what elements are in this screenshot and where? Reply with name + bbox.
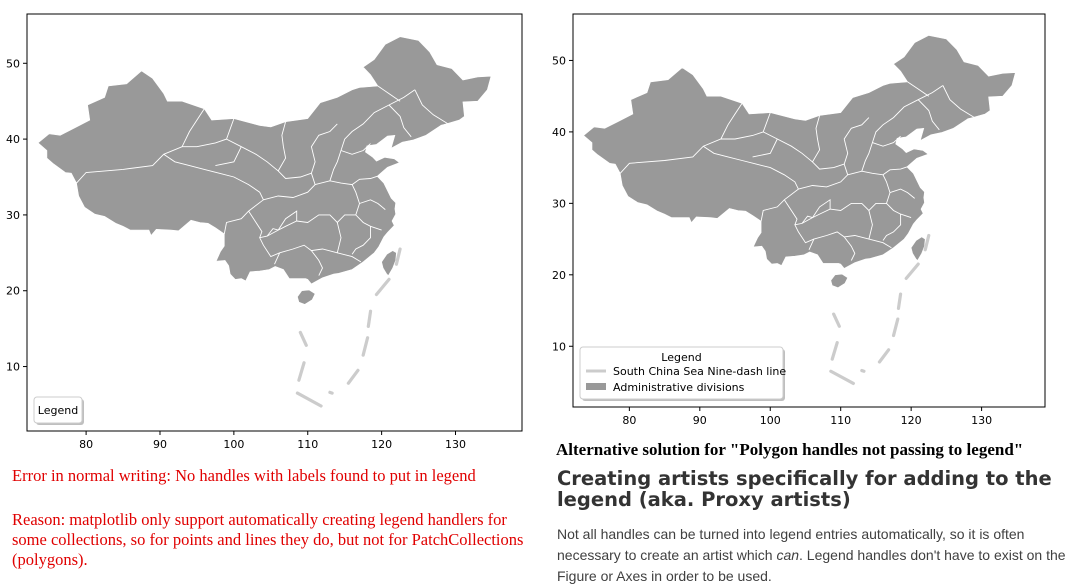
y-tick-label: 40 [6, 133, 20, 147]
x-tick-label: 130 [971, 414, 993, 427]
doc-paragraph-end: . Legend handles don't have to exist on the Figure or Axes in order to be used. [557, 547, 1066, 584]
doc-heading: Creating artists specifically for adding to the legend (aka. Proxy artists) [557, 467, 1052, 511]
nine-dash-segment [368, 311, 370, 326]
alternative-solution-caption: Alternative solution for "Polygon handles not passing to legend" [556, 440, 1024, 459]
y-tick-label: 20 [6, 284, 20, 298]
x-tick-label: 110 [830, 414, 852, 427]
x-tick-label: 100 [223, 438, 245, 451]
y-tick-label: 20 [552, 268, 566, 282]
legend [580, 347, 786, 401]
x-tick-label: 130 [445, 438, 467, 451]
y-tick-label: 10 [6, 360, 20, 374]
reason-note: Reason: matplotlib only support automatically creating legend handlers for some collections, so for points and lines they do, but not for PatchCollections (polygons). [12, 510, 524, 569]
y-tick-label: 30 [6, 208, 20, 222]
nine-dash-segment [898, 294, 900, 308]
x-tick-label: 100 [759, 414, 781, 427]
legend-entry-label: Administrative divisions [613, 381, 745, 394]
y-tick-label: 40 [552, 125, 566, 139]
map-chart-svg [0, 0, 540, 460]
x-tick-label: 120 [900, 414, 922, 427]
y-tick-label: 50 [552, 54, 566, 68]
legend-entry-label: South China Sea Nine-dash line [613, 365, 787, 378]
nine-dash-segment [862, 371, 864, 372]
x-tick-label: 120 [371, 438, 393, 451]
map-chart-svg [545, 0, 1090, 440]
error-note: Error in normal writing: No handles with labels found to put in legend [12, 466, 476, 485]
x-tick-label: 90 [152, 438, 167, 451]
doc-paragraph-start: Not all handles can be turned into legend entries automatically, so it is often necessary to create an artist which [557, 526, 1025, 563]
x-tick-label: 80 [622, 414, 637, 427]
y-tick-label: 10 [552, 340, 566, 354]
x-tick-label: 80 [79, 438, 94, 451]
left-map-panel [0, 0, 540, 460]
x-tick-label: 110 [297, 438, 319, 451]
doc-paragraph-emphasis: can [776, 547, 800, 563]
doc-paragraph [557, 524, 1077, 587]
x-tick-label: 90 [692, 414, 707, 427]
legend-patch-handle [586, 383, 606, 390]
y-tick-label: 30 [552, 197, 566, 211]
legend [34, 397, 84, 425]
right-map-panel [545, 0, 1090, 440]
legend-title: Legend [37, 404, 79, 417]
y-tick-label: 50 [6, 57, 20, 71]
nine-dash-segment [330, 392, 332, 393]
legend-title: Legend [661, 351, 702, 364]
